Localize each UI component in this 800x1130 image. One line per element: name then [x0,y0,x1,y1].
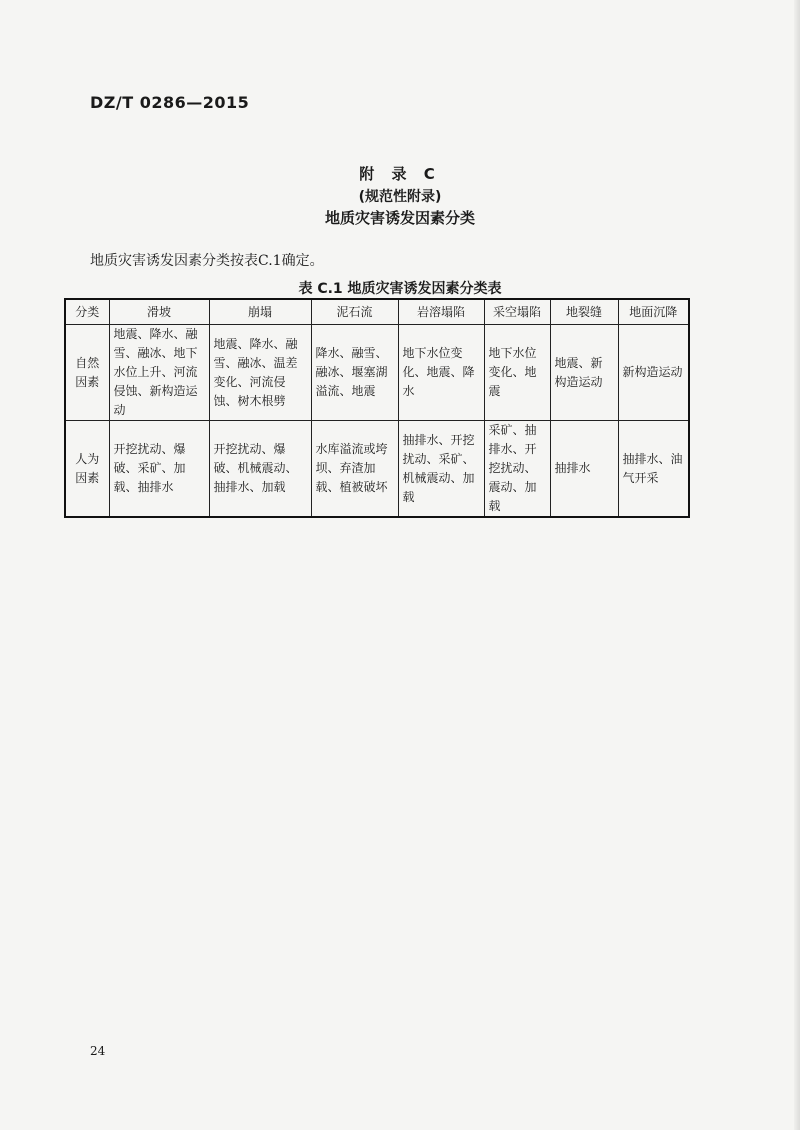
page-number: 24 [90,1044,106,1058]
table-cell: 地震、降水、融雪、融冰、地下水位上升、河流侵蚀、新构造运动 [109,325,209,421]
table-cell: 抽排水 [550,421,618,518]
table-cell: 地震、新构造运动 [550,325,618,421]
factor-classification-table [64,298,690,518]
appendix-name: 地质灾害诱发因素分类 [324,209,475,227]
header-cell: 崩塌 [209,299,311,325]
table-cell: 采矿、抽排水、开挖扰动、震动、加载 [484,421,550,518]
header-cell: 地面沉降 [618,299,689,325]
appendix-title: 附 录 C [359,165,441,183]
table-header-row [65,299,689,325]
category-cell: 自然因素 [65,325,109,421]
standard-code: DZ/T 0286—2015 [90,93,250,112]
header-cell: 滑坡 [109,299,209,325]
table-cell: 降水、融雪、融冰、堰塞湖溢流、地震 [311,325,398,421]
table-caption: 表 C.1 地质灾害诱发因素分类表 [298,281,502,297]
table-row [65,421,689,518]
appendix-subtitle: (规范性附录) [358,189,442,205]
table-cell: 开挖扰动、爆破、采矿、加载、抽排水 [109,421,209,518]
header-cell: 分类 [65,299,109,325]
header-cell: 采空塌陷 [484,299,550,325]
table-cell: 抽排水、开挖扰动、采矿、机械震动、加载 [398,421,484,518]
table-row [65,325,689,421]
table-cell: 开挖扰动、爆破、机械震动、抽排水、加载 [209,421,311,518]
category-cell: 人为因素 [65,421,109,518]
table-cell: 地下水位变化、地震、降水 [398,325,484,421]
table-cell: 新构造运动 [618,325,689,421]
intro-paragraph: 地质灾害诱发因素分类按表C.1确定。 [90,253,324,269]
table-cell: 地下水位变化、地震 [484,325,550,421]
table-cell: 抽排水、油气开采 [618,421,689,518]
table-cell: 地震、降水、融雪、融冰、温差变化、河流侵蚀、树木根劈 [209,325,311,421]
header-cell: 泥石流 [311,299,398,325]
table-cell: 水库溢流或垮坝、弃渣加载、植被破坏 [311,421,398,518]
header-cell: 岩溶塌陷 [398,299,484,325]
header-cell: 地裂缝 [550,299,618,325]
